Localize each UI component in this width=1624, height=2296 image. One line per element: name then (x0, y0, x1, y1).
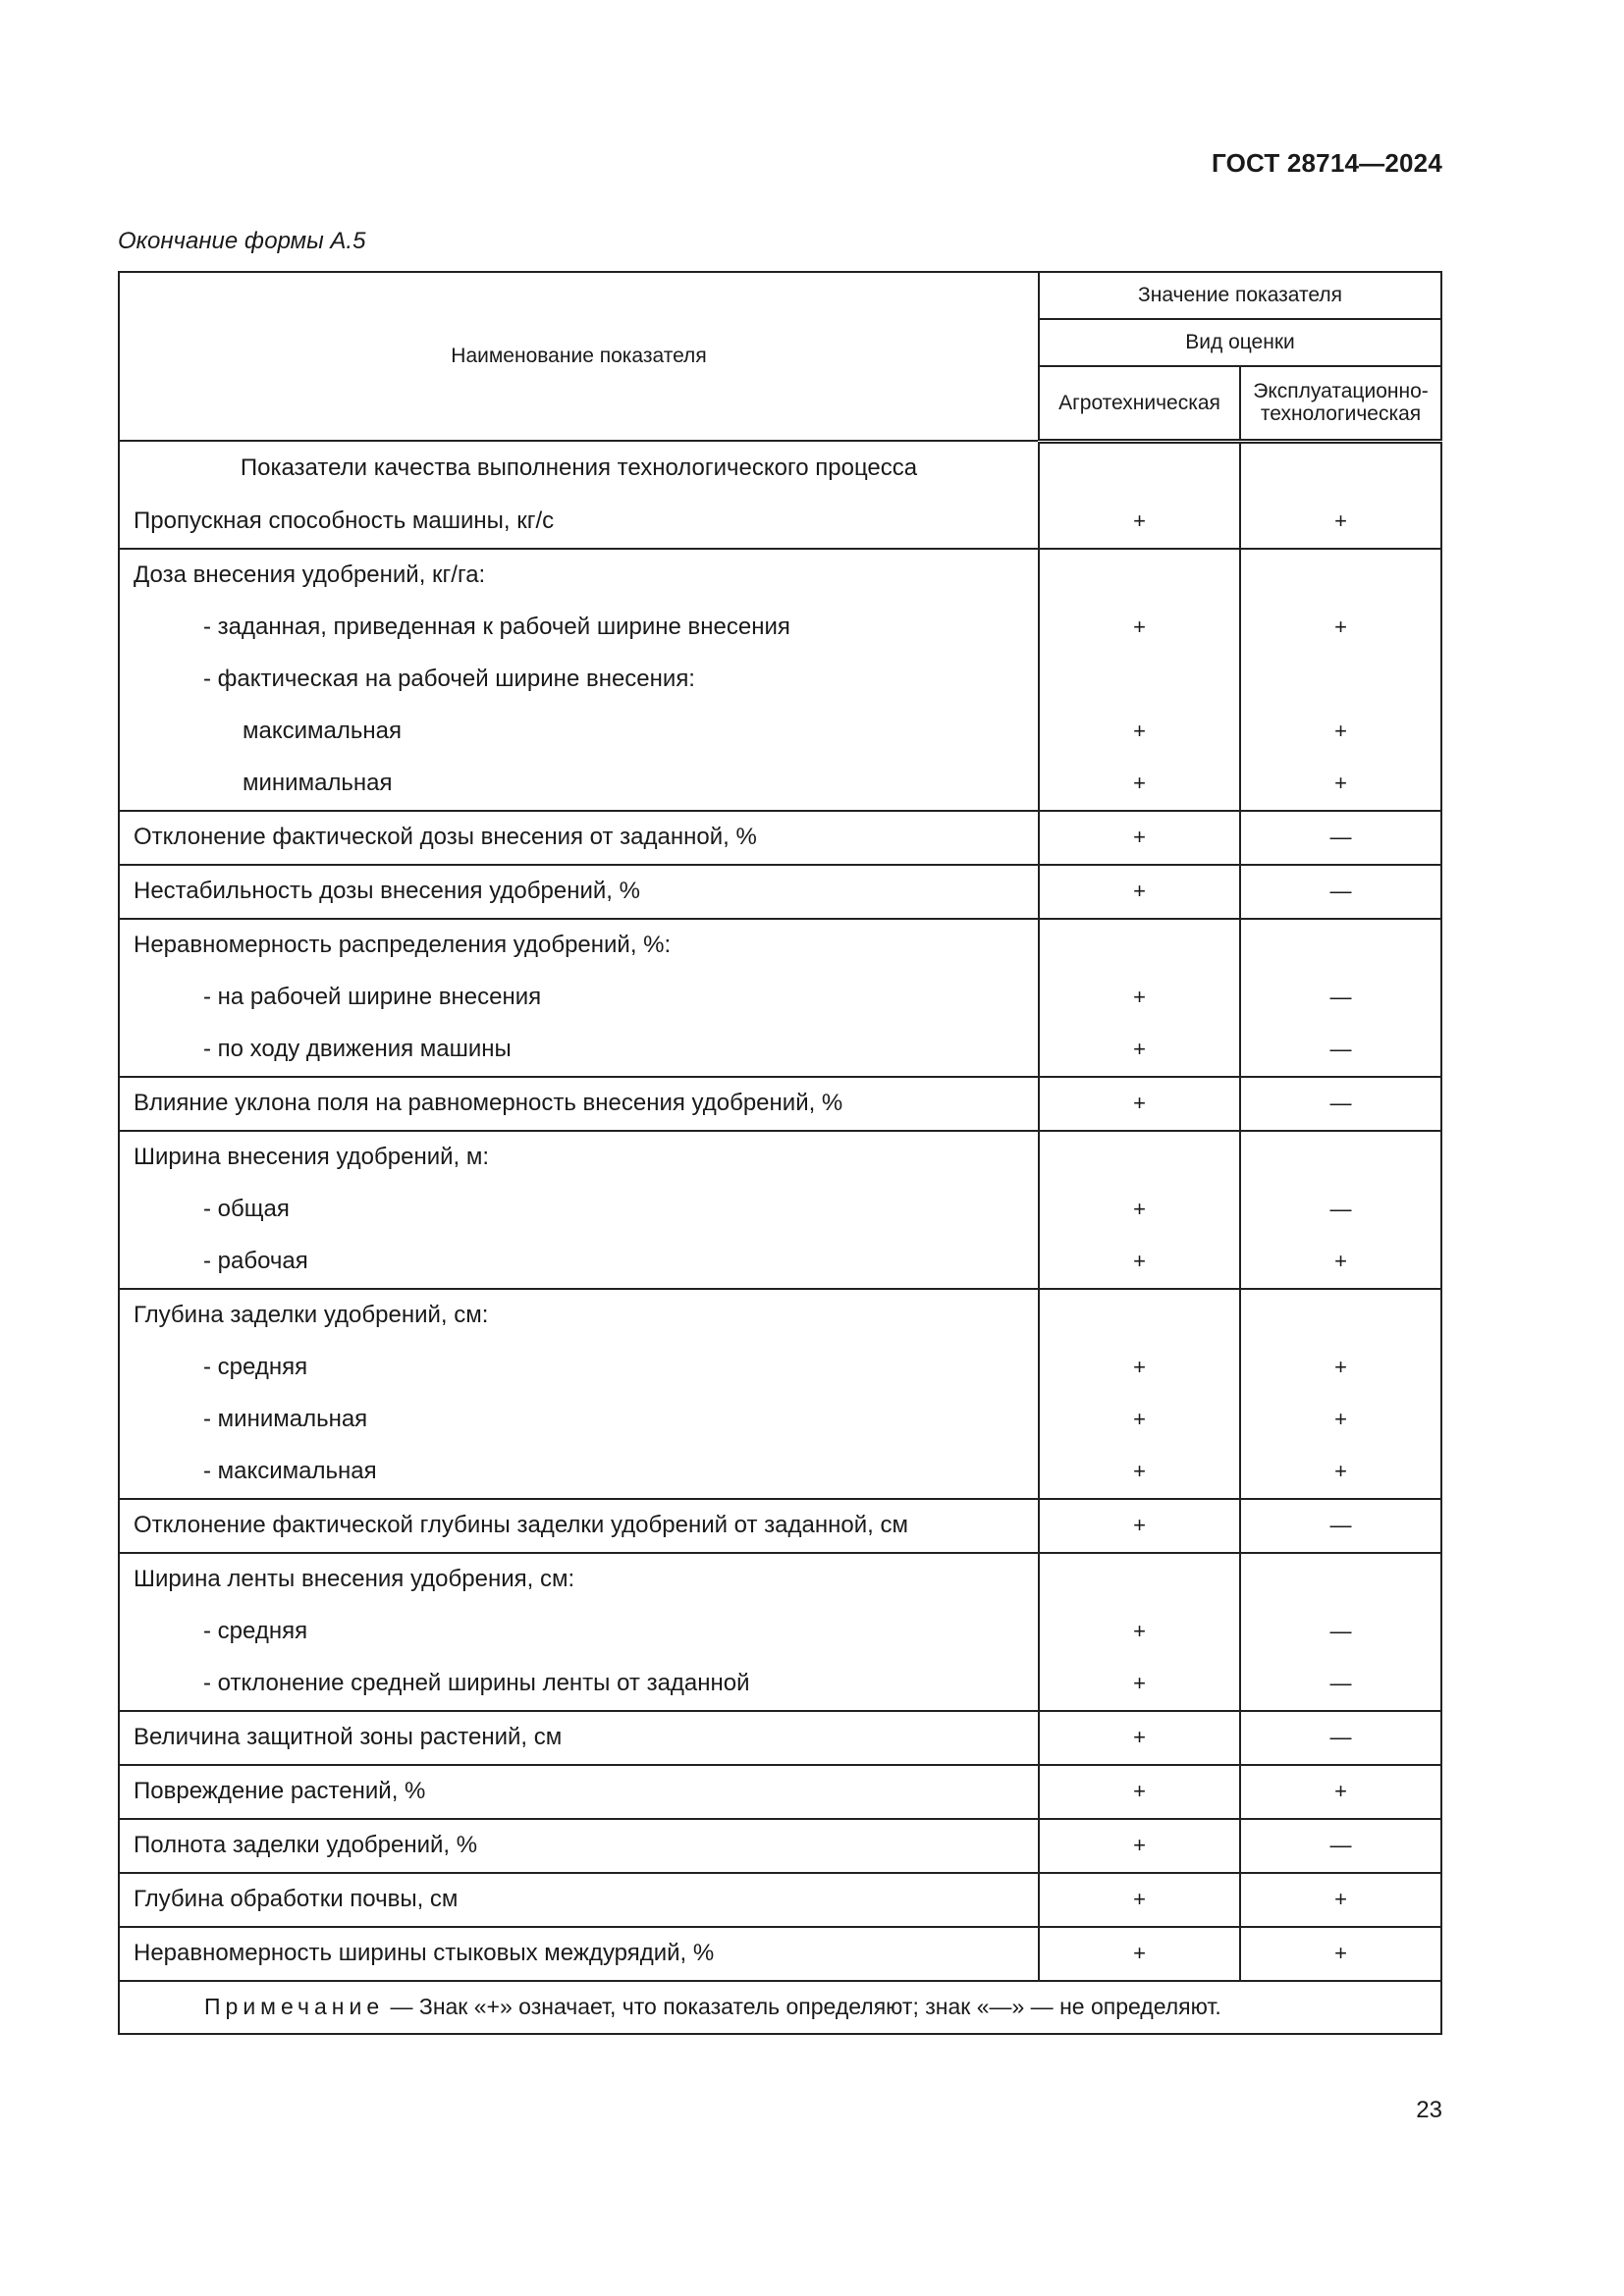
table-row (119, 602, 1441, 654)
operational-mark (1240, 919, 1441, 972)
header-operational-line1: Эксплуатационно- (1253, 380, 1429, 403)
table-row (119, 1077, 1441, 1131)
header-operational (1240, 366, 1441, 441)
indicator-name: Ширина ленты внесения удобрения, см: (119, 1553, 1039, 1606)
operational-mark: + (1240, 1236, 1441, 1289)
operational-mark: — (1240, 1184, 1441, 1236)
operational-mark: — (1240, 811, 1441, 865)
agrotechnical-mark: + (1039, 1765, 1240, 1819)
operational-mark: + (1240, 1394, 1441, 1446)
indicator-name: - максимальная (119, 1446, 1039, 1499)
operational-mark: + (1240, 1342, 1441, 1394)
header-indicator-name: Наименование показателя (119, 272, 1039, 441)
agrotechnical-mark: + (1039, 758, 1240, 811)
operational-mark: — (1240, 1606, 1441, 1658)
indicator-name: - минимальная (119, 1394, 1039, 1446)
table-row (119, 1446, 1441, 1499)
indicator-name: минимальная (119, 758, 1039, 811)
table-row (119, 1927, 1441, 1981)
agrotechnical-mark: + (1039, 1819, 1240, 1873)
indicator-name: Отклонение фактической дозы внесения от заданной, % (119, 811, 1039, 865)
indicator-name: Пропускная способность машины, кг/с (119, 496, 1039, 549)
agrotechnical-mark: + (1039, 706, 1240, 758)
agrotechnical-mark: + (1039, 1927, 1240, 1981)
agrotechnical-mark: + (1039, 811, 1240, 865)
indicator-name: Показатели качества выполнения технологического процесса (119, 441, 1039, 496)
indicator-name: максимальная (119, 706, 1039, 758)
indicator-name: - отклонение средней ширины ленты от заданной (119, 1658, 1039, 1711)
operational-mark (1240, 1131, 1441, 1184)
agrotechnical-mark: + (1039, 1236, 1240, 1289)
agrotechnical-mark: + (1039, 1658, 1240, 1711)
agrotechnical-mark: + (1039, 1184, 1240, 1236)
form-caption: Окончание формы А.5 (118, 228, 366, 254)
indicator-name: Влияние уклона поля на равномерность внесения удобрений, % (119, 1077, 1039, 1131)
indicator-name: - на рабочей ширине внесения (119, 972, 1039, 1024)
agrotechnical-mark: + (1039, 1711, 1240, 1765)
table-row (119, 1553, 1441, 1606)
agrotechnical-mark: + (1039, 1873, 1240, 1927)
indicator-name: - средняя (119, 1342, 1039, 1394)
header-agrotechnical: Агротехническая (1039, 366, 1240, 441)
table-row (119, 865, 1441, 919)
indicator-name: - рабочая (119, 1236, 1039, 1289)
table-row (119, 1394, 1441, 1446)
header-evaluation-kind: Вид оценки (1039, 319, 1441, 366)
indicator-name: - средняя (119, 1606, 1039, 1658)
table-row (119, 549, 1441, 602)
operational-mark (1240, 1553, 1441, 1606)
indicator-name: Нестабильность дозы внесения удобрений, % (119, 865, 1039, 919)
table-row (119, 1606, 1441, 1658)
operational-mark: — (1240, 1499, 1441, 1553)
table-row (119, 1873, 1441, 1927)
table-row (119, 654, 1441, 706)
agrotechnical-mark: + (1039, 496, 1240, 549)
agrotechnical-mark (1039, 1289, 1240, 1342)
indicator-name: - общая (119, 1184, 1039, 1236)
agrotechnical-mark (1039, 1131, 1240, 1184)
operational-mark (1240, 549, 1441, 602)
agrotechnical-mark: + (1039, 1342, 1240, 1394)
operational-mark: + (1240, 1446, 1441, 1499)
operational-mark: — (1240, 1819, 1441, 1873)
table-row (119, 972, 1441, 1024)
note-text: — Знак «+» означает, что показатель определяют; знак «—» — не определяют. (384, 1994, 1221, 2019)
indicator-name: Ширина внесения удобрений, м: (119, 1131, 1039, 1184)
header-operational-line2: технологическая (1260, 402, 1422, 426)
operational-mark: + (1240, 706, 1441, 758)
agrotechnical-mark (1039, 654, 1240, 706)
agrotechnical-mark (1039, 919, 1240, 972)
standard-code: ГОСТ 28714—2024 (1212, 148, 1442, 178)
table-row (119, 1024, 1441, 1077)
agrotechnical-mark: + (1039, 865, 1240, 919)
agrotechnical-mark: + (1039, 1077, 1240, 1131)
operational-mark: + (1240, 1765, 1441, 1819)
operational-mark: — (1240, 972, 1441, 1024)
table-row (119, 1342, 1441, 1394)
agrotechnical-mark: + (1039, 602, 1240, 654)
indicator-name: Доза внесения удобрений, кг/га: (119, 549, 1039, 602)
agrotechnical-mark: + (1039, 1024, 1240, 1077)
indicator-name: Отклонение фактической глубины заделки удобрений от заданной, см (119, 1499, 1039, 1553)
indicator-name: - фактическая на рабочей ширине внесения: (119, 654, 1039, 706)
table-row (119, 441, 1441, 496)
table-row (119, 1658, 1441, 1711)
operational-mark: + (1240, 1873, 1441, 1927)
operational-mark: — (1240, 1077, 1441, 1131)
indicator-name: Полнота заделки удобрений, % (119, 1819, 1039, 1873)
table-row (119, 919, 1441, 972)
table-row (119, 1499, 1441, 1553)
table-row (119, 1289, 1441, 1342)
operational-mark: — (1240, 1711, 1441, 1765)
table-row (119, 1819, 1441, 1873)
table-row (119, 811, 1441, 865)
operational-mark: — (1240, 1658, 1441, 1711)
table-note (119, 1981, 1441, 2034)
operational-mark: + (1240, 1927, 1441, 1981)
note-label: Примечание (204, 1994, 385, 2019)
indicator-name: Глубина заделки удобрений, см: (119, 1289, 1039, 1342)
operational-mark: + (1240, 496, 1441, 549)
page-number: 23 (1416, 2097, 1442, 2123)
table-row (119, 1765, 1441, 1819)
indicator-name: Глубина обработки почвы, см (119, 1873, 1039, 1927)
table-row (119, 758, 1441, 811)
agrotechnical-mark (1039, 1553, 1240, 1606)
agrotechnical-mark (1039, 441, 1240, 496)
indicators-table (118, 271, 1442, 2035)
operational-mark (1240, 441, 1441, 496)
indicator-name: Величина защитной зоны растений, см (119, 1711, 1039, 1765)
operational-mark: — (1240, 1024, 1441, 1077)
table-row (119, 1236, 1441, 1289)
agrotechnical-mark: + (1039, 1394, 1240, 1446)
operational-mark: + (1240, 602, 1441, 654)
agrotechnical-mark: + (1039, 1499, 1240, 1553)
table-row (119, 706, 1441, 758)
table-row (119, 1711, 1441, 1765)
table-row (119, 1184, 1441, 1236)
agrotechnical-mark (1039, 549, 1240, 602)
indicator-name: - по ходу движения машины (119, 1024, 1039, 1077)
operational-mark (1240, 1289, 1441, 1342)
operational-mark (1240, 654, 1441, 706)
operational-mark: — (1240, 865, 1441, 919)
operational-mark: + (1240, 758, 1441, 811)
indicator-name: Повреждение растений, % (119, 1765, 1039, 1819)
indicator-name: Неравномерность распределения удобрений, %: (119, 919, 1039, 972)
indicator-name: Неравномерность ширины стыковых междурядий, % (119, 1927, 1039, 1981)
table-body (119, 441, 1441, 1981)
agrotechnical-mark: + (1039, 1446, 1240, 1499)
header-indicator-value: Значение показателя (1039, 272, 1441, 319)
table-row (119, 496, 1441, 549)
indicator-name: - заданная, приведенная к рабочей ширине внесения (119, 602, 1039, 654)
agrotechnical-mark: + (1039, 1606, 1240, 1658)
table-row (119, 1131, 1441, 1184)
agrotechnical-mark: + (1039, 972, 1240, 1024)
